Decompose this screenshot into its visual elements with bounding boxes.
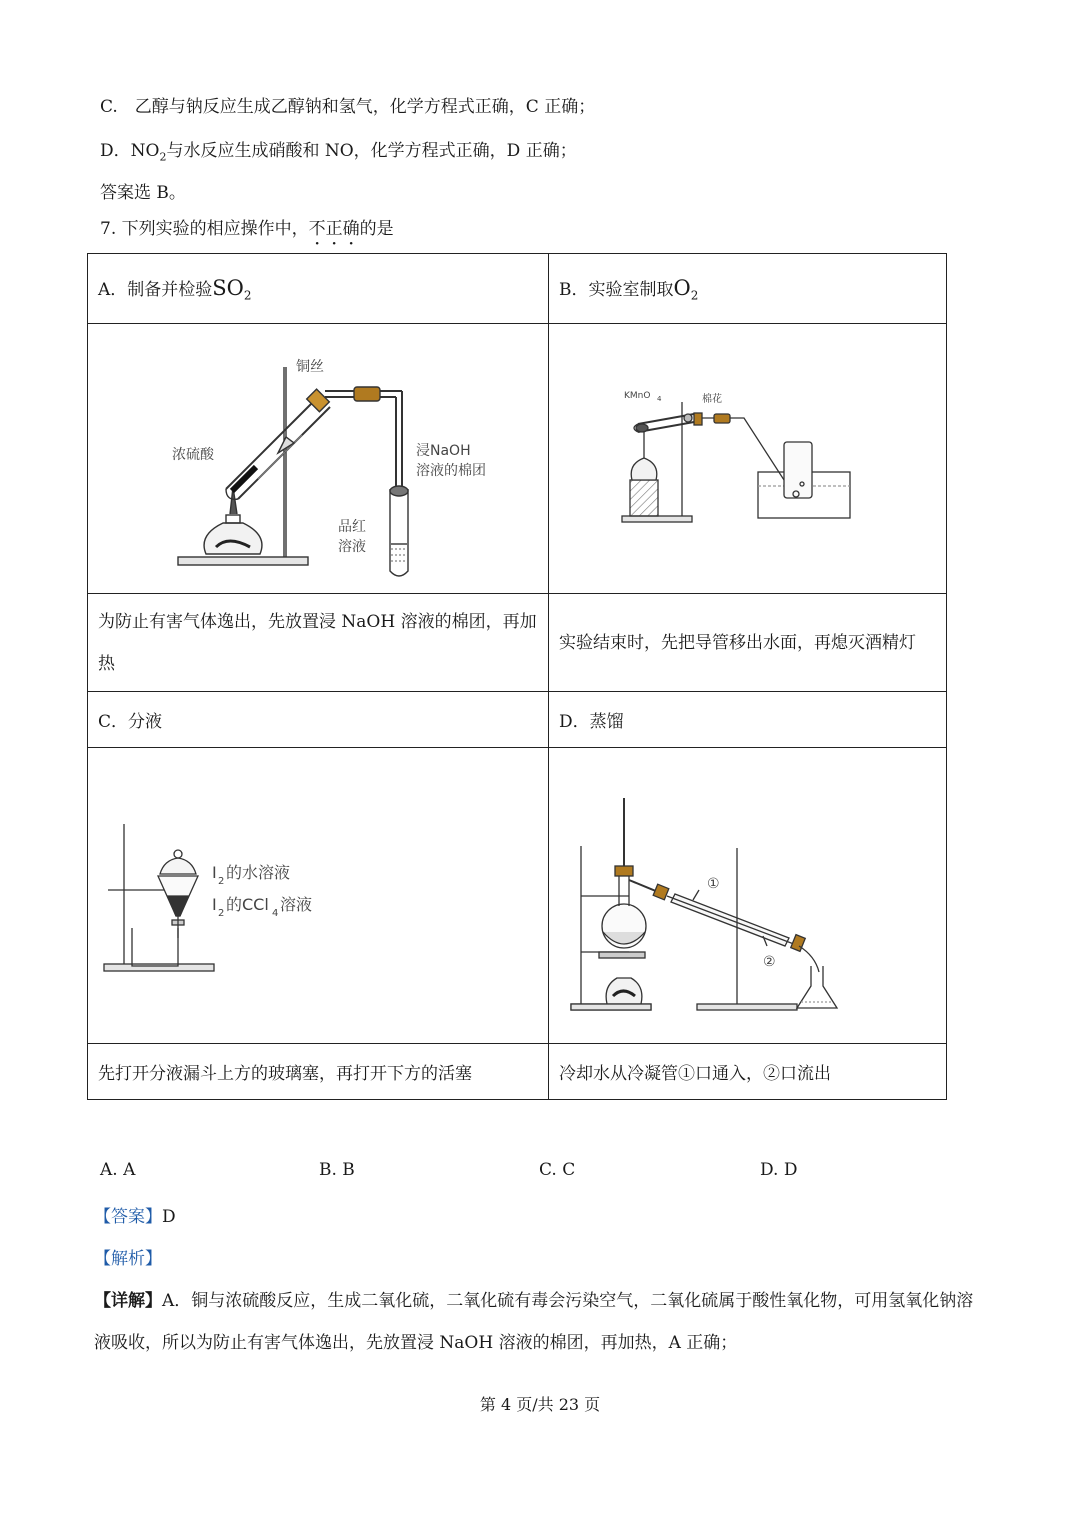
svg-text:I: I — [212, 862, 217, 882]
cell-b-figure — [549, 324, 947, 594]
line-option-c: C. 乙醇与钠反应生成乙醇钠和氢气，化学方程式正确，C 正确； — [100, 97, 596, 117]
cell-d-title: D．蒸馏 — [549, 692, 947, 748]
cell-d-figure — [549, 748, 947, 1044]
experiment-table — [87, 253, 947, 1100]
cell-b-description: 实验结束时，先把导管移出水面，再熄灭酒精灯 — [549, 594, 947, 692]
svg-text:棉花: 棉花 — [701, 393, 722, 405]
o2-apparatus-figure — [618, 384, 878, 534]
svg-text:②: ② — [763, 953, 776, 970]
svg-text:溶液: 溶液 — [280, 894, 313, 914]
cell-c-description: 先打开分液漏斗上方的玻璃塞，再打开下方的活塞 — [88, 1044, 549, 1100]
svg-text:溶液: 溶液 — [338, 538, 366, 555]
option-a[interactable]: A. A — [100, 1160, 136, 1180]
cell-a-title: A．制备并检验$SO_2$ — [88, 254, 549, 324]
detail-paragraph: 【详解】A．铜与浓硫酸反应，生成二氧化硫，二氧化硫有毒会污染空气，二氧化硫属于酸性氧化物，可用氢氧化钠溶液吸收，所以为防止有害气体逸出，先放置浸 NaOH 溶液的棉团，再加热，A 正确； — [94, 1291, 974, 1353]
svg-text:的CCl: 的CCl — [226, 894, 269, 914]
svg-text:①: ① — [707, 875, 720, 892]
cell-a-description: 为防止有害气体逸出，先放置浸 NaOH 溶液的棉团，再加热 — [88, 594, 549, 692]
svg-text:2: 2 — [218, 875, 225, 887]
distillation-apparatus-figure — [567, 776, 857, 1016]
cell-b-title: B．实验室制取$O_2$ — [549, 254, 947, 324]
line-option-d: D．$NO_2$与水反应生成硝酸和 NO，化学方程式正确，D 正确； — [100, 141, 577, 164]
svg-text:溶液的棉团: 溶液的棉团 — [416, 462, 486, 479]
option-c[interactable]: C. C — [539, 1160, 576, 1180]
cell-d-description: 冷却水从冷凝管①口通入，②口流出 — [549, 1044, 947, 1100]
cell-c-figure — [88, 748, 549, 1044]
svg-text:的水溶液: 的水溶液 — [226, 862, 291, 882]
page-footer: 第 4 页/共 23 页 — [479, 1395, 601, 1414]
question-7-stem: 7. 下列实验的相应操作中，不正确的是 — [100, 219, 394, 239]
so2-apparatus-figure — [168, 339, 486, 579]
option-b[interactable]: B. B — [319, 1160, 355, 1180]
svg-text:品红: 品红 — [338, 518, 366, 535]
svg-text:浸NaOH: 浸NaOH — [416, 442, 471, 459]
svg-text:2: 2 — [218, 907, 225, 919]
svg-text:4: 4 — [272, 907, 279, 919]
svg-text:I: I — [212, 894, 217, 914]
analysis-heading: 【解析】 — [94, 1249, 162, 1269]
svg-text:KMnO: KMnO — [623, 390, 650, 401]
answer-line: 【答案】D — [94, 1207, 176, 1227]
cell-a-figure — [88, 324, 549, 594]
svg-text:浓硫酸: 浓硫酸 — [172, 446, 214, 463]
line-previous-answer: 答案选 B。 — [100, 183, 186, 203]
option-d[interactable]: D. D — [760, 1160, 798, 1180]
svg-text:铜丝: 铜丝 — [296, 358, 324, 375]
separation-funnel-figure — [102, 816, 342, 976]
cell-c-title: C．分液 — [88, 692, 549, 748]
svg-text:4: 4 — [656, 394, 661, 403]
